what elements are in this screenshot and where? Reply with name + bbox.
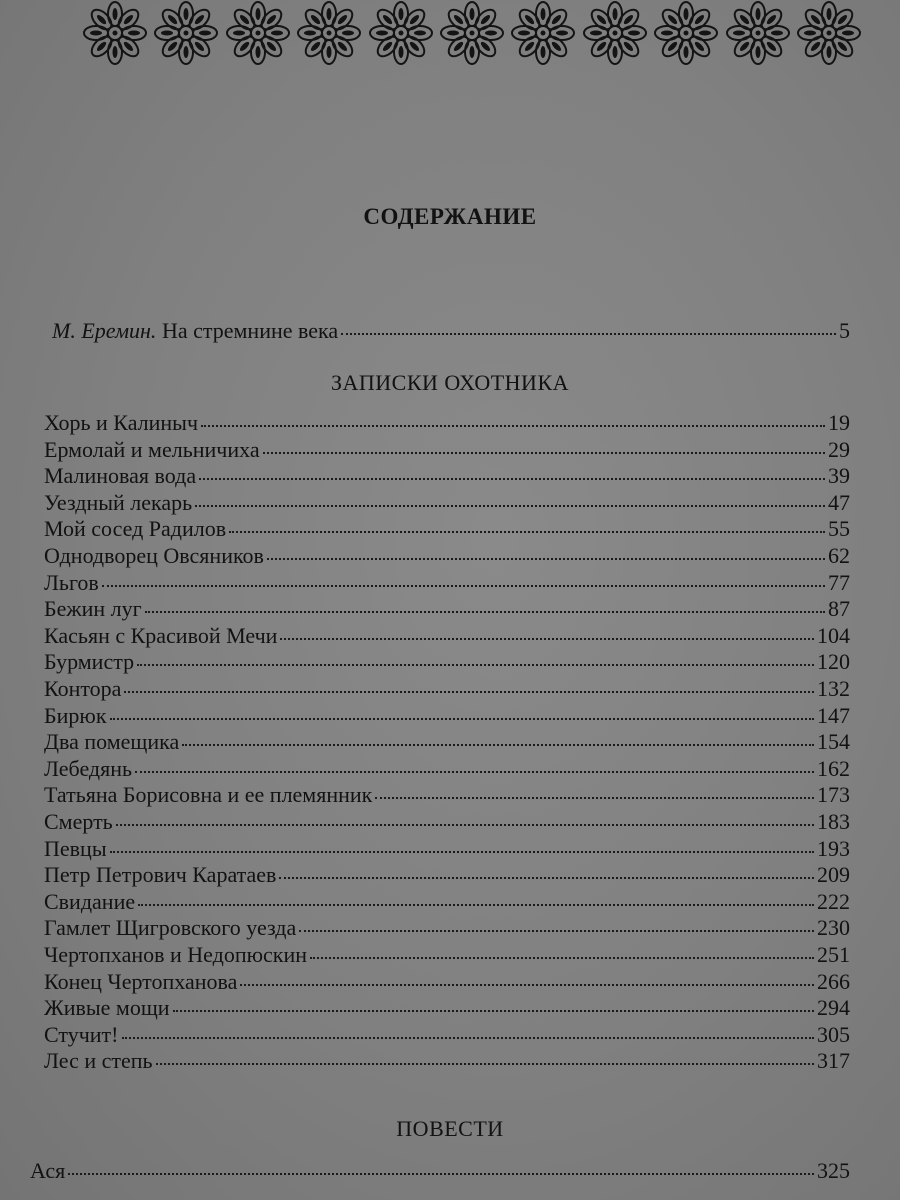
entry-title: Мой сосед Радилов xyxy=(44,516,227,542)
rosette-icon xyxy=(725,0,791,66)
leader-dots xyxy=(145,611,825,613)
entry-title: Живые мощи xyxy=(44,995,170,1021)
entry-title: Уездный лекарь xyxy=(44,489,193,515)
entry-page: 162 xyxy=(817,755,850,781)
toc-entry[interactable] xyxy=(44,570,850,596)
entry-page: 183 xyxy=(817,809,850,834)
leader-dots xyxy=(137,664,814,666)
section-heading-hunter: ЗАПИСКИ ОХОТНИКА xyxy=(330,370,570,395)
rosette-icon xyxy=(653,0,719,66)
entry-page: 62 xyxy=(828,543,850,568)
entry-page: 55 xyxy=(828,516,850,542)
toc-entry[interactable] xyxy=(44,410,850,436)
entry-title: Гамлет Щигровского уезда xyxy=(44,915,297,941)
leader-dots xyxy=(110,851,814,853)
toc-entry[interactable] xyxy=(44,969,850,995)
entry-page: 209 xyxy=(817,862,850,888)
leader-dots xyxy=(341,333,836,335)
rosette-icon xyxy=(225,0,291,66)
page-title: СОДЕРЖАНИЕ xyxy=(363,204,537,229)
preface-title: На стремнине века xyxy=(161,318,339,343)
leader-dots xyxy=(156,1063,814,1065)
rosette-icon xyxy=(296,0,362,66)
toc-entry[interactable] xyxy=(44,543,850,569)
leader-dots xyxy=(263,452,825,454)
entry-title: Льгов xyxy=(44,569,99,595)
entry-title: Однодворец Овсяников xyxy=(44,543,264,568)
entry-page: 19 xyxy=(828,410,850,435)
entry-title: Два помещика xyxy=(44,729,180,755)
entry-page: 317 xyxy=(817,1048,850,1074)
entry-title: Чертопханов и Недопюскин xyxy=(44,942,308,967)
toc-entry[interactable] xyxy=(44,1048,850,1074)
leader-dots xyxy=(280,638,814,640)
leader-dots xyxy=(375,797,814,799)
toc-entry[interactable] xyxy=(44,516,850,542)
preface-page: 5 xyxy=(839,318,850,343)
entry-page: 39 xyxy=(828,463,850,489)
entry-page: 77 xyxy=(828,569,850,595)
toc-entry[interactable] xyxy=(44,729,850,755)
entry-page: 132 xyxy=(817,676,850,701)
entry-title: Бежин луг xyxy=(44,596,142,622)
toc-entry[interactable] xyxy=(44,782,850,808)
entry-title: Контора xyxy=(44,676,122,701)
entry-title: Ермолай и мельничиха xyxy=(44,436,260,462)
leader-dots xyxy=(173,1010,814,1012)
toc-entry[interactable] xyxy=(44,596,850,622)
preface-author: М. Еремин. xyxy=(52,318,157,343)
leader-dots xyxy=(229,531,825,533)
entry-title: Певцы xyxy=(44,835,107,861)
leader-dots xyxy=(138,904,814,906)
entry-page: 104 xyxy=(817,622,850,648)
entry-title: Лебедянь xyxy=(44,755,133,781)
entry-page: 325 xyxy=(817,1158,850,1183)
leader-dots xyxy=(310,957,814,959)
rosette-icon xyxy=(368,0,434,66)
entry-title: Стучит! xyxy=(44,1021,119,1047)
entry-title: Татьяна Борисовна и ее племянник xyxy=(44,782,373,808)
ornament-border xyxy=(82,0,862,68)
entry-title: Смерть xyxy=(44,809,113,834)
entry-page: 222 xyxy=(817,888,850,914)
leader-dots xyxy=(116,824,814,826)
leader-dots xyxy=(124,691,814,693)
rosette-icon xyxy=(510,0,576,66)
preface-entry[interactable] xyxy=(52,318,850,344)
entry-title: Лес и степь xyxy=(44,1048,153,1074)
rosette-icon xyxy=(153,0,219,66)
toc-entry[interactable] xyxy=(44,942,850,968)
rosette-icon xyxy=(796,0,862,66)
leader-dots xyxy=(110,718,814,720)
leader-dots xyxy=(201,425,825,427)
entry-page: 147 xyxy=(817,702,850,728)
toc-entry[interactable] xyxy=(44,836,850,862)
entry-title: Ася xyxy=(30,1158,66,1183)
leader-dots xyxy=(122,1037,815,1039)
leader-dots xyxy=(135,771,814,773)
entry-page: 29 xyxy=(828,436,850,462)
rosette-icon xyxy=(439,0,505,66)
section-heading-novellas: ПОВЕСТИ xyxy=(396,1116,504,1141)
entry-page: 294 xyxy=(817,995,850,1021)
leader-dots xyxy=(68,1173,814,1175)
entry-page: 154 xyxy=(817,729,850,755)
toc-entry[interactable] xyxy=(44,623,850,649)
entry-page: 47 xyxy=(828,489,850,515)
leader-dots xyxy=(299,930,814,932)
entry-title: Малиновая вода xyxy=(44,463,197,489)
entry-title: Касьян с Красивой Мечи xyxy=(44,622,278,648)
entry-title: Бурмистр xyxy=(44,649,135,675)
leader-dots xyxy=(240,984,814,986)
toc-entry[interactable] xyxy=(44,676,850,702)
leader-dots xyxy=(102,585,825,587)
leader-dots xyxy=(199,478,825,480)
leader-dots xyxy=(195,505,825,507)
rosette-icon xyxy=(582,0,648,66)
leader-dots xyxy=(182,744,814,746)
toc-entry[interactable] xyxy=(44,889,850,915)
toc-entry[interactable] xyxy=(44,1022,850,1048)
entry-page: 173 xyxy=(817,782,850,808)
toc-entry[interactable] xyxy=(44,756,850,782)
toc-entry[interactable] xyxy=(44,809,850,835)
toc-entry[interactable] xyxy=(44,915,850,941)
toc-entry[interactable] xyxy=(44,649,850,675)
entry-title: Конец Чертопханова xyxy=(44,968,238,994)
entry-page: 87 xyxy=(828,596,850,622)
toc-entry[interactable] xyxy=(44,703,850,729)
entry-title: Свидание xyxy=(44,888,136,914)
entry-title: Бирюк xyxy=(44,702,107,728)
entry-title: Хорь и Калиныч xyxy=(44,410,199,435)
entry-page: 266 xyxy=(817,968,850,994)
toc-entry[interactable] xyxy=(44,437,850,463)
toc-entry[interactable] xyxy=(44,995,850,1021)
entry-page: 305 xyxy=(817,1021,850,1047)
entry-page: 230 xyxy=(817,915,850,941)
entry-page: 120 xyxy=(817,649,850,675)
rosette-icon xyxy=(82,0,148,66)
toc-entry[interactable] xyxy=(44,463,850,489)
toc-entry[interactable] xyxy=(44,490,850,516)
toc-entry[interactable] xyxy=(44,862,850,888)
toc-entry[interactable] xyxy=(30,1158,850,1184)
leader-dots xyxy=(279,877,814,879)
leader-dots xyxy=(267,558,825,560)
entry-page: 251 xyxy=(817,942,850,967)
preface-label xyxy=(52,318,338,344)
entry-page: 193 xyxy=(817,835,850,861)
entry-title: Петр Петрович Каратаев xyxy=(44,862,277,888)
